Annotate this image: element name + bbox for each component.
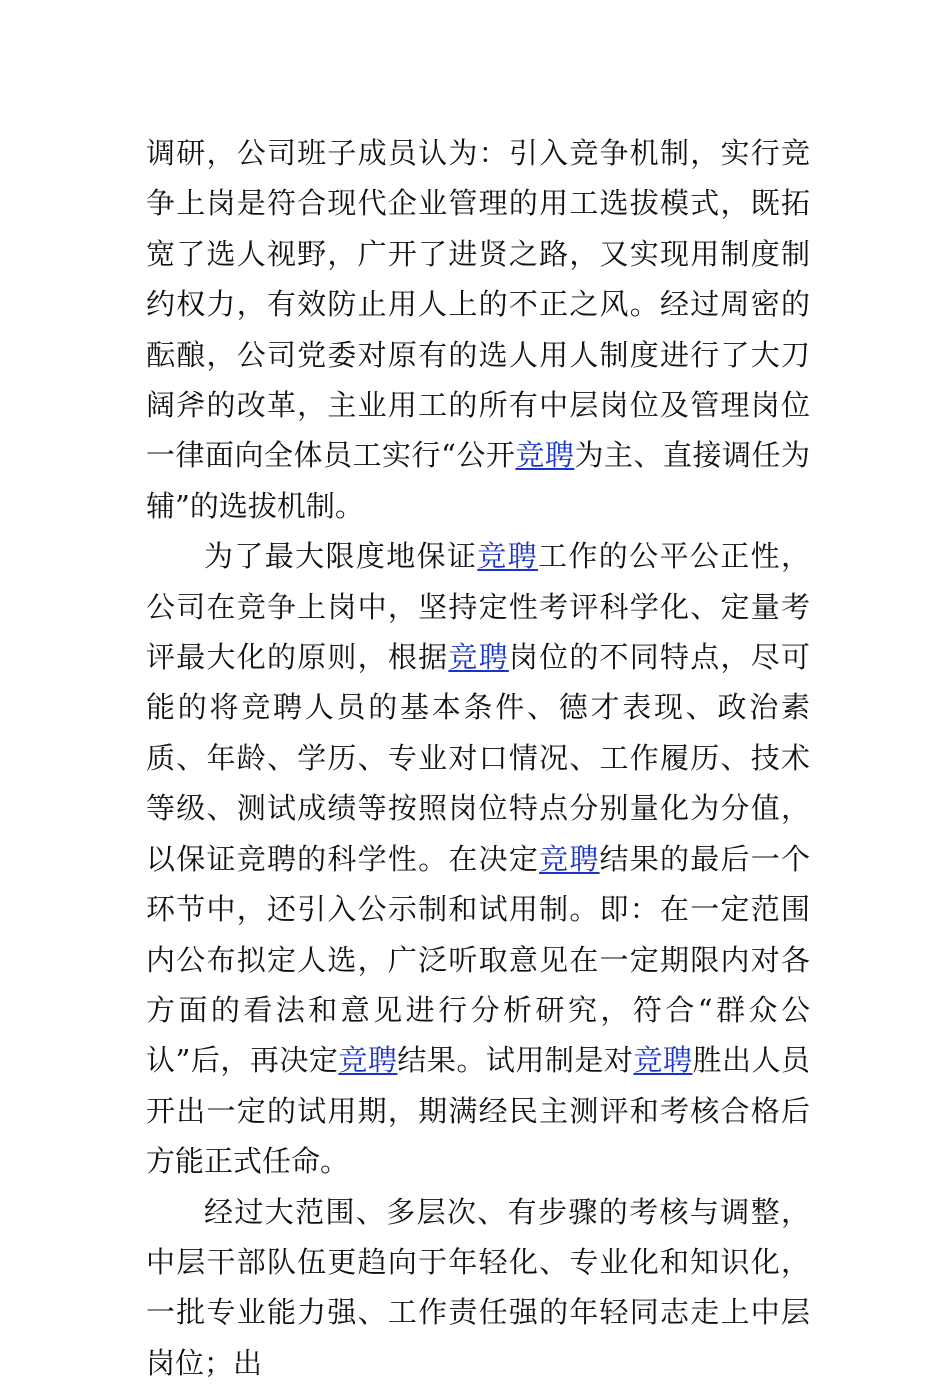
document-body	[146, 128, 810, 1388]
link-jingpin[interactable]: 竞聘	[539, 841, 600, 876]
link-jingpin[interactable]: 竞聘	[515, 438, 575, 473]
link-jingpin[interactable]: 竞聘	[448, 640, 509, 675]
paragraph-text: 结果的最后一个环节中，还引入公示制和试用制。即：在一定范围内公布拟定人选，广泛听取意见在一定期限内对各方面的看法和意见进行分析研究，符合“群众公认”后，再决定	[146, 841, 810, 1078]
paragraph-text: 为主、直接调任为辅”的选拔机制。	[146, 438, 810, 523]
link-jingpin[interactable]: 竞聘	[338, 1043, 398, 1078]
link-jingpin[interactable]: 竞聘	[477, 539, 539, 574]
link-jingpin[interactable]: 竞聘	[633, 1043, 693, 1078]
paragraph-text: 调研，公司班子成员认为：引入竞争机制，实行竞争上岗是符合现代企业管理的用工选拔模式，既拓宽了选人视野，广开了进贤之路，又实现用制度制约权力，有效防止用人上的不正之风。经过周密的酝酿，公司党委对原有的选人用人制度进行了大刀阔斧的改革，主业用工的所有中层岗位及管理岗位一律面向全体员工实行“公开	[146, 136, 810, 473]
paragraph-text: 岗位的不同特点，尽可能的将竞聘人员的基本条件、德才表现、政治素质、年龄、学历、专业对口情况、工作履历、技术等级、测试成绩等按照岗位特点分别量化为分值，以保证竞聘的科学性。在决定	[146, 640, 810, 876]
paragraph-text: 工作的公平公正性，公司在竞争上岗中，坚持定性考评科学化、定量考评最大化的原则，根据	[146, 539, 810, 675]
paragraph-text: 为了最大限度地保证	[204, 539, 478, 574]
paragraph-1	[146, 128, 810, 531]
paragraph-2	[146, 531, 810, 1186]
paragraph-text: 经过大范围、多层次、有步骤的考核与调整，中层干部队伍更趋向于年轻化、专业化和知识化，一批专业能力强、工作责任强的年轻同志走上中层岗位；出	[146, 1194, 810, 1380]
paragraph-3	[146, 1187, 810, 1388]
paragraph-text: 胜出人员开出一定的试用期，期满经民主测评和考核合格后方能正式任命。	[146, 1043, 810, 1179]
paragraph-text: 结果。试用制是对	[397, 1043, 634, 1078]
